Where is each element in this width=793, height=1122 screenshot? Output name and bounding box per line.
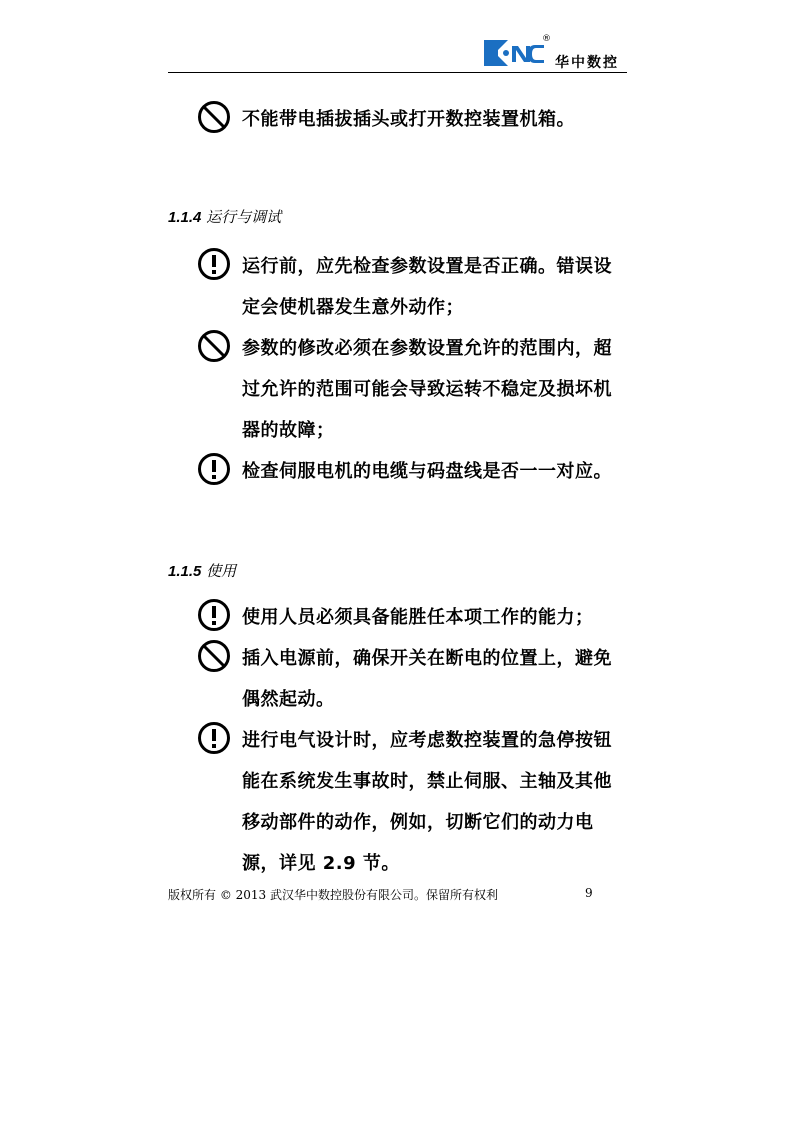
prohibition-icon [197, 639, 231, 673]
text-line: 使用人员必须具备能胜任本项工作的能力； [242, 607, 594, 628]
text-line: 移动部件的动作，例如，切断它们的动力电 [242, 812, 594, 833]
text-line: 偶然起动。 [242, 689, 335, 710]
exclamation-warning-icon [197, 452, 231, 486]
prohibition-icon [197, 100, 231, 134]
text-line: 定会使机器发生意外动作； [242, 297, 464, 318]
section-number: 1.1.5 [168, 563, 202, 580]
text-line: 过允许的范围可能会导致运转不稳定及损坏机 [242, 379, 612, 400]
section-title: 运行与调试 [206, 208, 282, 226]
text-line: 参数的修改必须在参数设置允许的范围内，超 [242, 338, 612, 359]
page-number: 9 [585, 886, 593, 900]
copyright-footer: 版权所有 © 2013 武汉华中数控股份有限公司。保留所有权利 [168, 888, 498, 902]
text-line: 能在系统发生事故时，禁止伺服、主轴及其他 [242, 771, 612, 792]
hnc-logo-icon [482, 38, 544, 68]
text-line: 插入电源前，确保开关在断电的位置上，避免 [242, 648, 612, 669]
prohibit-text-1: 不能带电插拔插头或打开数控装置机箱。 [242, 109, 575, 130]
text-line: 源，详见 2.9 节。 [242, 853, 400, 874]
header-divider [168, 72, 627, 73]
text-line: 进行电气设计时，应考虑数控装置的急停按钮 [242, 730, 612, 751]
text-line: 器的故障； [242, 420, 335, 441]
exclamation-warning-icon [197, 721, 231, 755]
section-heading-114 [168, 206, 281, 227]
registered-mark: ® [542, 34, 551, 44]
section-heading-115 [168, 560, 236, 581]
exclamation-warning-icon [197, 247, 231, 281]
section-number: 1.1.4 [168, 209, 202, 226]
company-name: 华中数控 [555, 55, 619, 71]
prohibition-icon [197, 329, 231, 363]
exclamation-warning-icon [197, 598, 231, 632]
text-line: 运行前，应先检查参数设置是否正确。错误设 [242, 256, 612, 277]
section-title: 使用 [206, 562, 237, 580]
text-line: 检查伺服电机的电缆与码盘线是否一一对应。 [242, 461, 612, 482]
